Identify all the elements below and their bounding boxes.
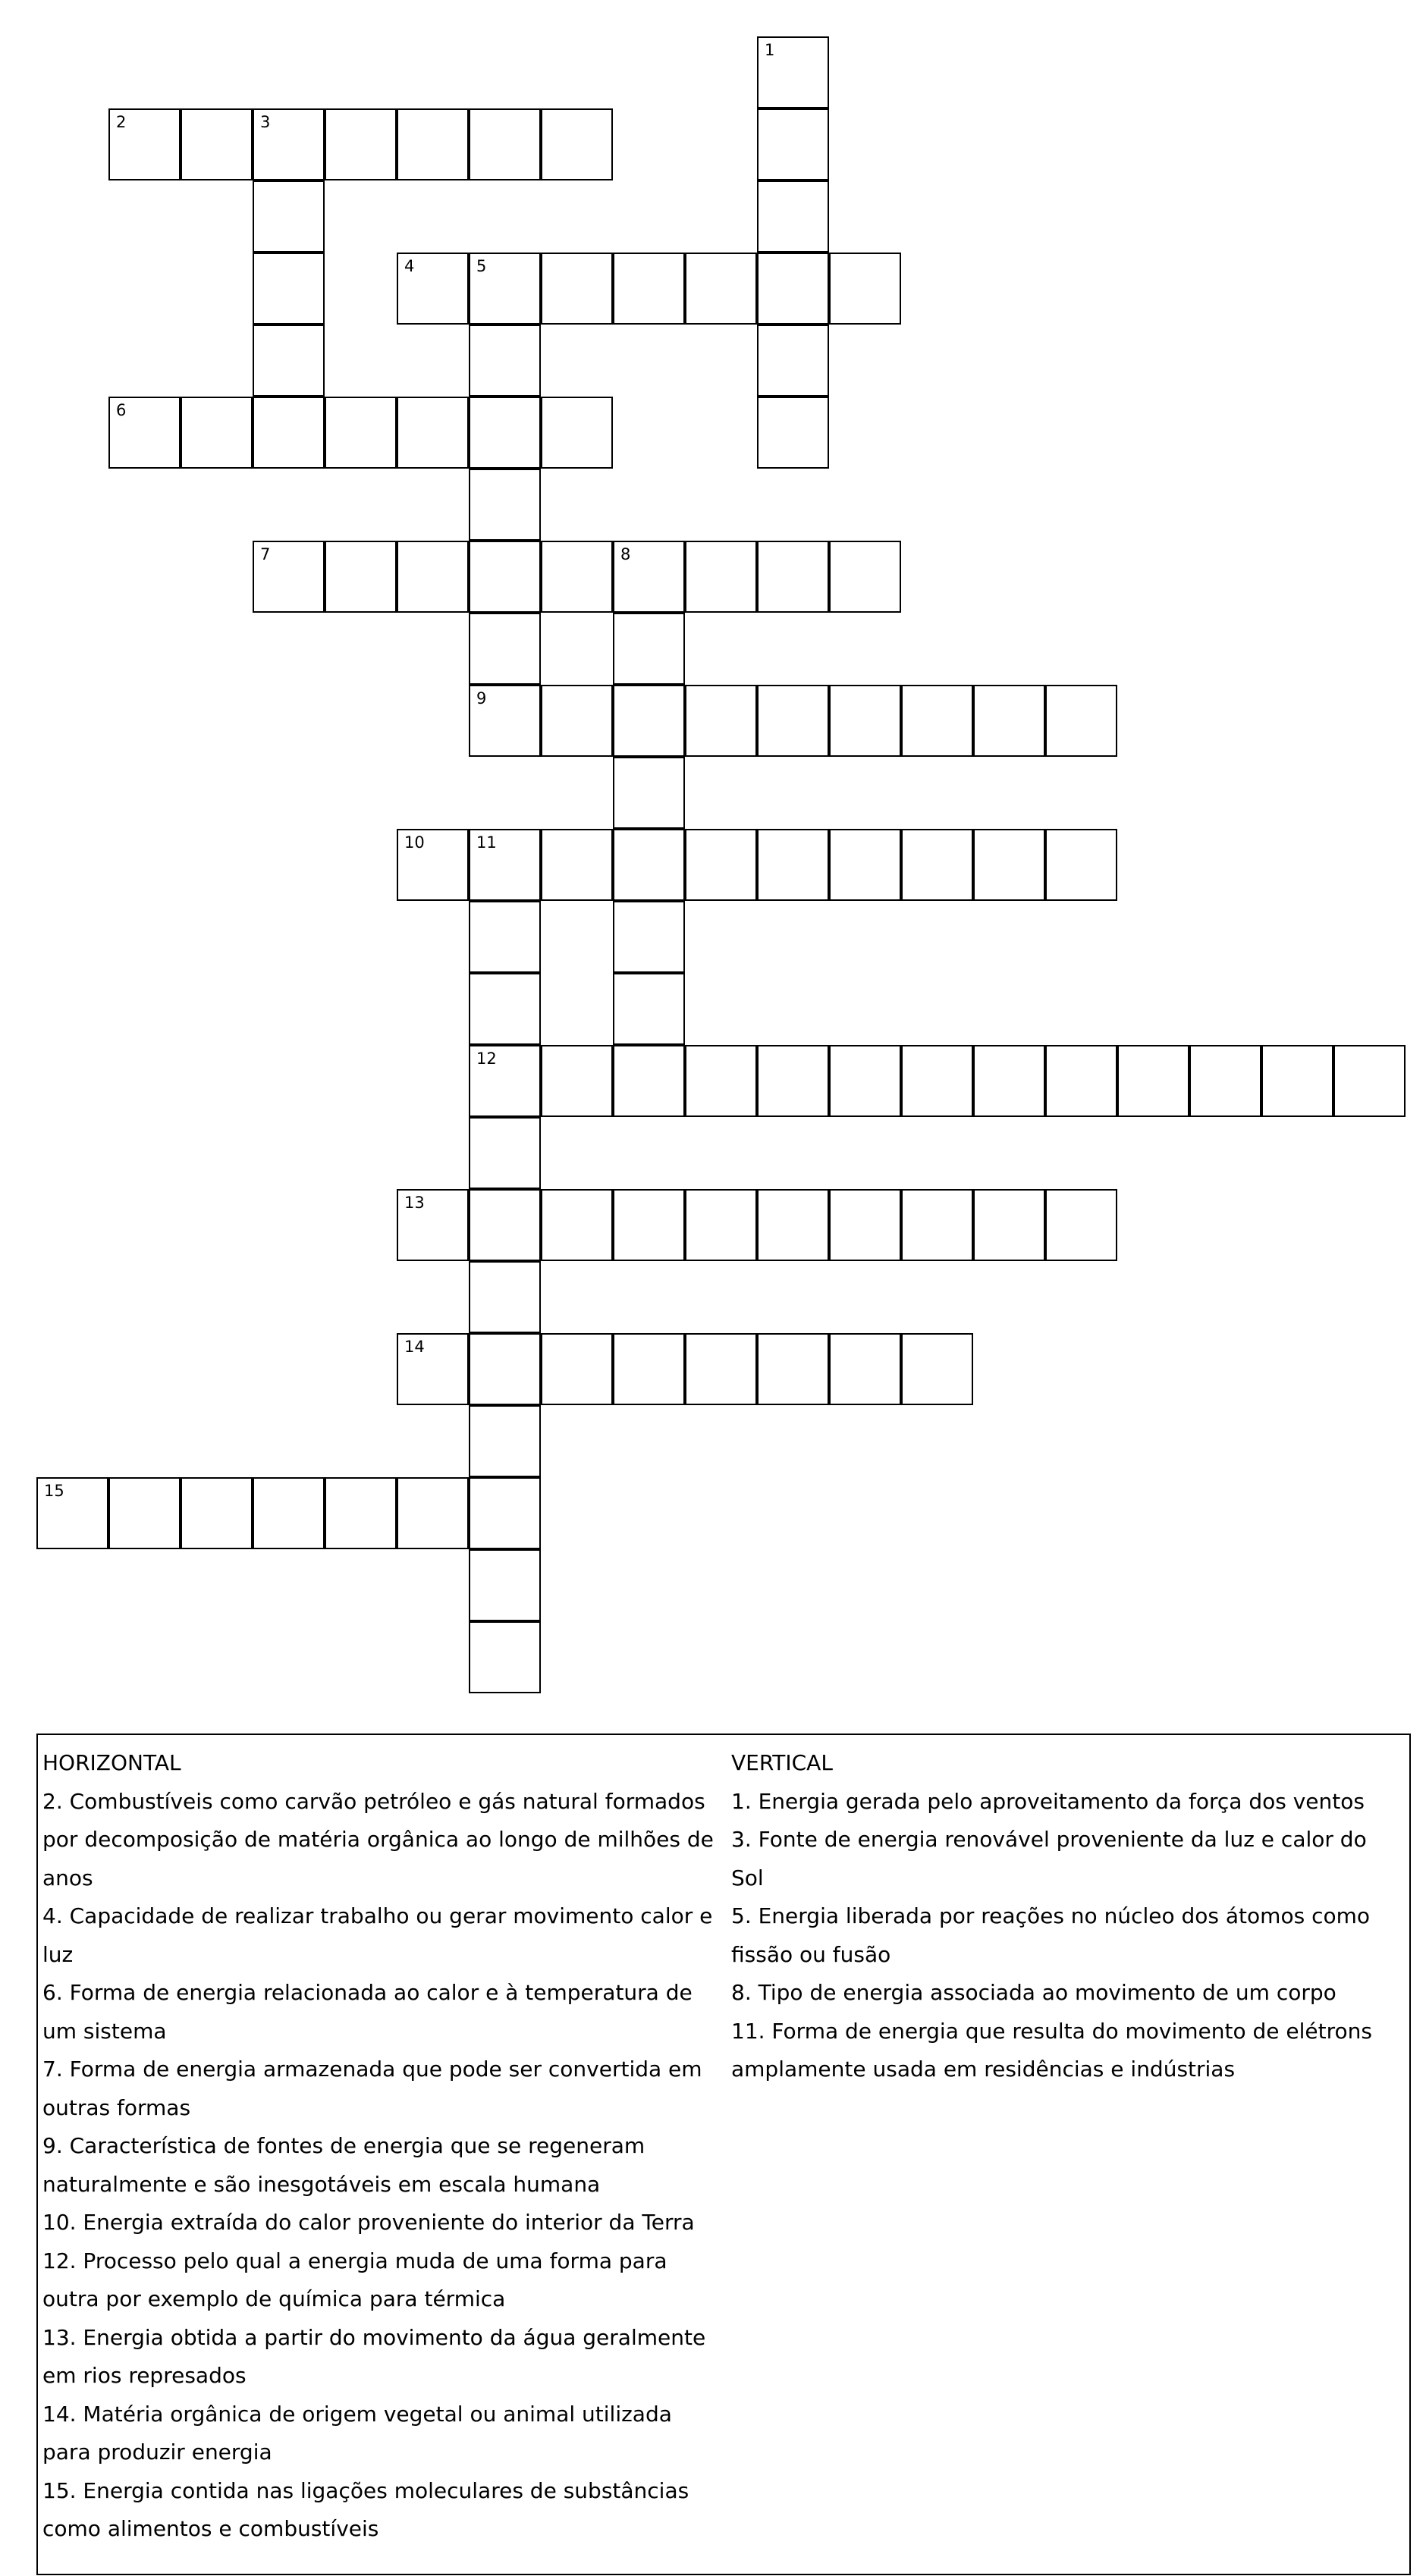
grid-cell[interactable] xyxy=(973,1189,1045,1261)
clue-number: 15 xyxy=(44,1482,64,1500)
grid-cell[interactable] xyxy=(901,1045,973,1117)
grid-cell[interactable] xyxy=(1117,1045,1189,1117)
grid-cell[interactable] xyxy=(253,397,325,469)
grid-cell[interactable] xyxy=(469,541,541,613)
grid-cell[interactable] xyxy=(757,253,829,325)
clue-vertical-1: 1. Energia gerada pelo aproveitamento da força dos ventos xyxy=(731,1788,1365,1814)
grid-cell[interactable] xyxy=(541,1189,613,1261)
clue-number: 9 xyxy=(476,689,487,708)
grid-cell[interactable] xyxy=(469,1549,541,1621)
grid-cell[interactable] xyxy=(397,1477,469,1549)
grid-cell[interactable] xyxy=(469,613,541,685)
grid-cell[interactable] xyxy=(541,397,613,469)
horizontal-clues xyxy=(42,1744,718,2549)
clue-number: 1 xyxy=(765,41,775,59)
grid-cell[interactable] xyxy=(469,1333,541,1405)
clue-vertical-11: 11. Forma de energia que resulta do movimento de elétrons amplamente usada em residências e indústrias xyxy=(731,2018,1372,2082)
grid-cell[interactable] xyxy=(757,1189,829,1261)
grid-cell[interactable] xyxy=(397,397,469,469)
grid-cell[interactable] xyxy=(973,685,1045,757)
grid-cell[interactable] xyxy=(613,253,685,325)
grid-cell[interactable] xyxy=(757,325,829,397)
grid-cell[interactable] xyxy=(901,685,973,757)
grid-cell[interactable] xyxy=(397,1189,469,1261)
clue-vertical-5: 5. Energia liberada por reações no núcleo dos átomos como fissão ou fusão xyxy=(731,1903,1370,1967)
grid-cell[interactable] xyxy=(613,829,685,901)
grid-cell[interactable] xyxy=(613,541,685,613)
grid-cell[interactable] xyxy=(613,1189,685,1261)
grid-cell[interactable] xyxy=(469,973,541,1045)
grid-cell[interactable] xyxy=(757,829,829,901)
grid-cell[interactable] xyxy=(36,1477,108,1549)
grid-cell[interactable] xyxy=(541,685,613,757)
clue-horizontal-9: 9. Característica de fontes de energia que se regeneram naturalmente e são inesgotáveis em escala humana xyxy=(42,2133,645,2197)
grid-cell[interactable] xyxy=(613,901,685,973)
grid-cell[interactable] xyxy=(613,1333,685,1405)
clue-horizontal-13: 13. Energia obtida a partir do movimento da água geralmente em rios represados xyxy=(42,2324,706,2388)
grid-cell[interactable] xyxy=(469,1261,541,1333)
grid-cell[interactable] xyxy=(973,1045,1045,1117)
horizontal-clues-title: HORIZONTAL xyxy=(42,1750,181,1775)
clue-number: 11 xyxy=(476,833,497,852)
clue-number: 5 xyxy=(476,257,487,275)
grid-cell[interactable] xyxy=(469,685,541,757)
clue-number: 4 xyxy=(404,257,415,275)
grid-cell[interactable] xyxy=(469,108,541,180)
grid-cell[interactable] xyxy=(757,1045,829,1117)
grid-cell[interactable] xyxy=(685,1189,757,1261)
grid-cell[interactable] xyxy=(613,757,685,829)
clue-horizontal-12: 12. Processo pelo qual a energia muda de uma forma para outra por exemplo de química para térmica xyxy=(42,2248,667,2311)
grid-cell[interactable] xyxy=(685,1333,757,1405)
grid-cell[interactable] xyxy=(181,397,253,469)
grid-cell[interactable] xyxy=(181,108,253,180)
grid-cell[interactable] xyxy=(469,1045,541,1117)
grid-cell[interactable] xyxy=(1045,829,1117,901)
grid-cell[interactable] xyxy=(253,325,325,397)
clue-number: 10 xyxy=(404,833,425,852)
grid-cell[interactable] xyxy=(1045,1045,1117,1117)
grid-cell[interactable] xyxy=(1333,1045,1406,1117)
grid-cell[interactable] xyxy=(325,397,397,469)
grid-cell[interactable] xyxy=(469,253,541,325)
grid-cell[interactable] xyxy=(829,253,901,325)
grid-cell[interactable] xyxy=(253,541,325,613)
grid-cell[interactable] xyxy=(1189,1045,1261,1117)
grid-cell[interactable] xyxy=(1045,685,1117,757)
grid-cell[interactable] xyxy=(1261,1045,1333,1117)
grid-cell[interactable] xyxy=(541,1333,613,1405)
clue-number: 14 xyxy=(404,1338,425,1356)
clue-horizontal-10: 10. Energia extraída do calor proveniente do interior da Terra xyxy=(42,2210,695,2235)
grid-cell[interactable] xyxy=(469,1117,541,1189)
grid-cell[interactable] xyxy=(757,36,829,108)
grid-cell[interactable] xyxy=(829,1189,901,1261)
grid-cell[interactable] xyxy=(829,1333,901,1405)
clue-horizontal-2: 2. Combustíveis como carvão petróleo e gás natural formados por decomposição de matéria orgânica ao longo de milhões de anos xyxy=(42,1788,714,1890)
grid-cell[interactable] xyxy=(829,541,901,613)
grid-cell[interactable] xyxy=(397,253,469,325)
grid-cell[interactable] xyxy=(613,613,685,685)
grid-cell[interactable] xyxy=(757,108,829,180)
grid-cell[interactable] xyxy=(757,1333,829,1405)
clue-horizontal-14: 14. Matéria orgânica de origem vegetal ou animal utilizada para produzir energia xyxy=(42,2401,672,2465)
grid-cell[interactable] xyxy=(108,397,181,469)
clue-vertical-3: 3. Fonte de energia renovável proveniente da luz e calor do Sol xyxy=(731,1827,1367,1890)
grid-cell[interactable] xyxy=(397,541,469,613)
grid-cell[interactable] xyxy=(325,541,397,613)
grid-cell[interactable] xyxy=(469,901,541,973)
clue-number: 3 xyxy=(260,113,271,131)
grid-cell[interactable] xyxy=(253,108,325,180)
grid-cell[interactable] xyxy=(469,397,541,469)
clue-number: 13 xyxy=(404,1194,425,1212)
grid-cell[interactable] xyxy=(108,1477,181,1549)
grid-cell[interactable] xyxy=(541,1045,613,1117)
grid-cell[interactable] xyxy=(469,1621,541,1693)
clues-box xyxy=(36,1734,1411,2575)
grid-cell[interactable] xyxy=(685,253,757,325)
clue-horizontal-6: 6. Forma de energia relacionada ao calor e à temperatura de um sistema xyxy=(42,1980,693,2044)
grid-cell[interactable] xyxy=(973,829,1045,901)
clue-number: 6 xyxy=(116,401,127,419)
grid-cell[interactable] xyxy=(685,685,757,757)
grid-cell[interactable] xyxy=(757,397,829,469)
grid-cell[interactable] xyxy=(757,180,829,253)
grid-cell[interactable] xyxy=(325,108,397,180)
grid-cell[interactable] xyxy=(1045,1189,1117,1261)
vertical-clues-title: VERTICAL xyxy=(731,1750,833,1775)
grid-cell[interactable] xyxy=(469,829,541,901)
grid-cell[interactable] xyxy=(613,685,685,757)
grid-cell[interactable] xyxy=(541,541,613,613)
grid-cell[interactable] xyxy=(757,541,829,613)
grid-cell[interactable] xyxy=(685,541,757,613)
grid-cell[interactable] xyxy=(469,1405,541,1477)
grid-cell[interactable] xyxy=(469,325,541,397)
grid-cell[interactable] xyxy=(613,973,685,1045)
clue-horizontal-15: 15. Energia contida nas ligações moleculares de substâncias como alimentos e combustíveis xyxy=(42,2477,689,2541)
grid-cell[interactable] xyxy=(469,469,541,541)
grid-cell[interactable] xyxy=(829,829,901,901)
grid-cell[interactable] xyxy=(541,253,613,325)
grid-cell[interactable] xyxy=(325,1477,397,1549)
clue-horizontal-4: 4. Capacidade de realizar trabalho ou gerar movimento calor e luz xyxy=(42,1903,713,1967)
clue-number: 7 xyxy=(260,545,271,563)
grid-cell[interactable] xyxy=(901,1333,973,1405)
grid-cell[interactable] xyxy=(108,108,181,180)
grid-cell[interactable] xyxy=(829,685,901,757)
clue-vertical-8: 8. Tipo de energia associada ao movimento de um corpo xyxy=(731,1980,1336,2005)
grid-cell[interactable] xyxy=(253,180,325,253)
grid-cell[interactable] xyxy=(181,1477,253,1549)
grid-cell[interactable] xyxy=(397,829,469,901)
clue-number: 8 xyxy=(620,545,631,563)
grid-cell[interactable] xyxy=(685,1045,757,1117)
grid-cell[interactable] xyxy=(829,1045,901,1117)
grid-cell[interactable] xyxy=(397,108,469,180)
vertical-clues xyxy=(731,1744,1399,2089)
grid-cell[interactable] xyxy=(253,1477,325,1549)
clue-horizontal-7: 7. Forma de energia armazenada que pode ser convertida em outras formas xyxy=(42,2057,702,2120)
grid-cell[interactable] xyxy=(685,829,757,901)
grid-cell[interactable] xyxy=(253,253,325,325)
clue-number: 12 xyxy=(476,1050,497,1068)
grid-cell[interactable] xyxy=(397,1333,469,1405)
clue-number: 2 xyxy=(116,113,127,131)
grid-cell[interactable] xyxy=(613,1045,685,1117)
grid-cell[interactable] xyxy=(541,108,613,180)
grid-cell[interactable] xyxy=(469,1189,541,1261)
grid-cell[interactable] xyxy=(901,829,973,901)
grid-cell[interactable] xyxy=(469,1477,541,1549)
grid-cell[interactable] xyxy=(541,829,613,901)
grid-cell[interactable] xyxy=(901,1189,973,1261)
grid-cell[interactable] xyxy=(757,685,829,757)
